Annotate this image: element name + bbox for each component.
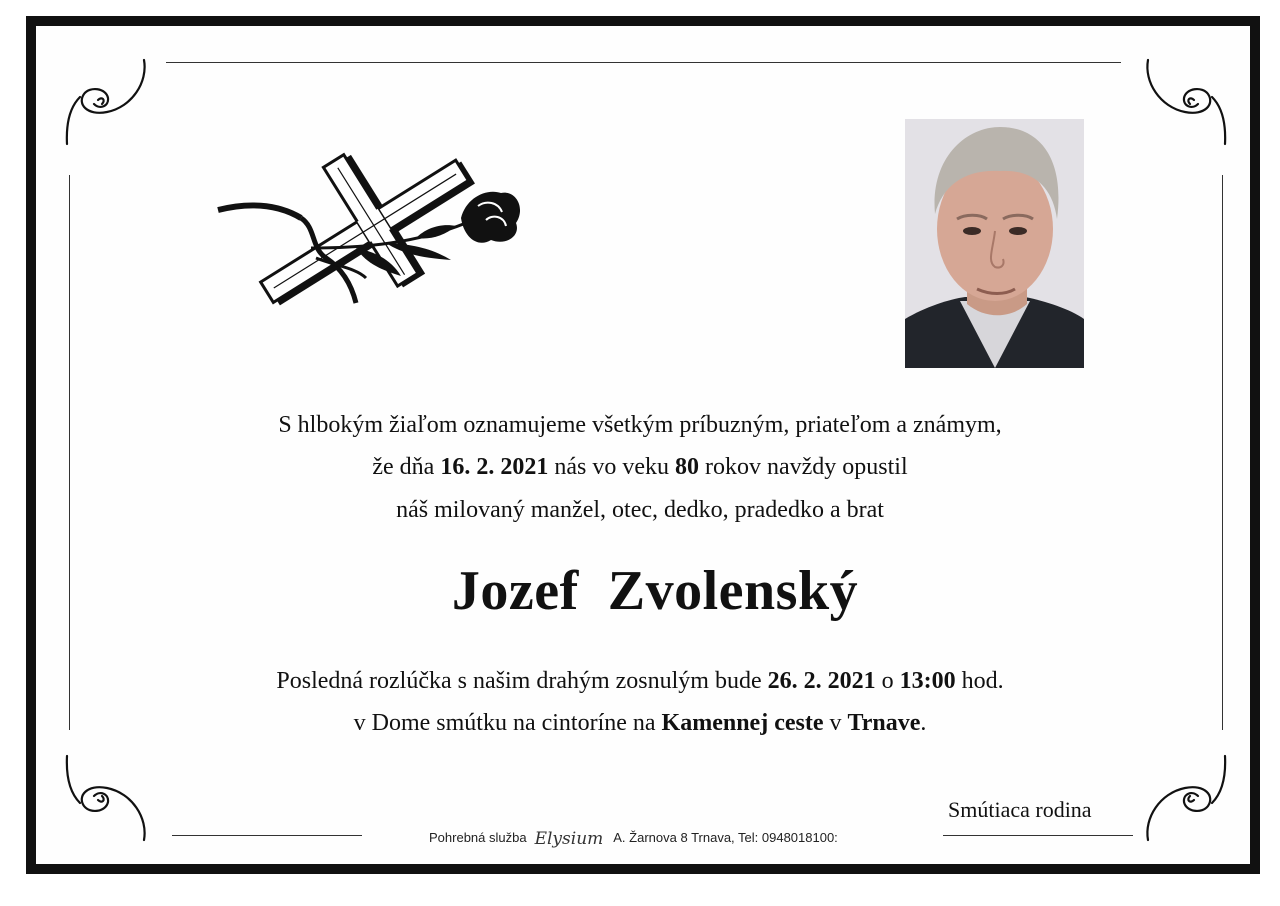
portrait-photo <box>905 119 1084 368</box>
top-rule <box>166 62 1121 63</box>
death-date: 16. 2. 2021 <box>440 454 549 480</box>
deceased-name <box>0 556 1280 626</box>
ceremony-street: Kamennej ceste <box>661 710 824 736</box>
cross-with-rose-icon <box>216 148 526 308</box>
corner-ornament-bottom-right <box>1140 748 1230 848</box>
first-name: Jozef <box>451 560 579 622</box>
announcement-line-1: S hlbokým žiaľom oznamujeme všetkým príbuzným, priateľom a známym, <box>278 412 1002 438</box>
announcement-line-2: že dňa 16. 2. 2021 nás vo veku 80 rokov navždy opustil <box>372 454 908 480</box>
service-contact: A. Žarnova 8 Trnava, Tel: 0948018100: <box>613 830 838 845</box>
age: 80 <box>674 454 699 480</box>
corner-ornament-top-right <box>1140 52 1230 152</box>
last-name: Zvolenský <box>607 560 859 622</box>
bottom-left-rule <box>172 835 362 836</box>
funeral-service-footer <box>429 827 838 849</box>
ceremony-line-1: Posledná rozlúčka s našim drahým zosnulým bude 26. 2. 2021 o 13:00 hod. <box>276 668 1004 694</box>
corner-ornament-bottom-left <box>62 748 152 848</box>
elysium-logo: Elysium <box>534 828 604 849</box>
bottom-right-rule <box>943 835 1133 836</box>
service-label: Pohrebná služba <box>429 830 527 845</box>
signature: Smútiaca rodina <box>948 797 1092 822</box>
ceremony-time: 13:00 <box>899 668 956 694</box>
corner-ornament-top-left <box>62 52 152 152</box>
announcement-line-3: náš milovaný manžel, otec, dedko, pradedko a brat <box>396 497 884 523</box>
ceremony-date: 26. 2. 2021 <box>767 668 876 694</box>
ceremony-line-2: v Dome smútku na cintoríne na Kamennej ceste v Trnave. <box>353 710 927 736</box>
ceremony-town: Trnave <box>847 710 921 736</box>
